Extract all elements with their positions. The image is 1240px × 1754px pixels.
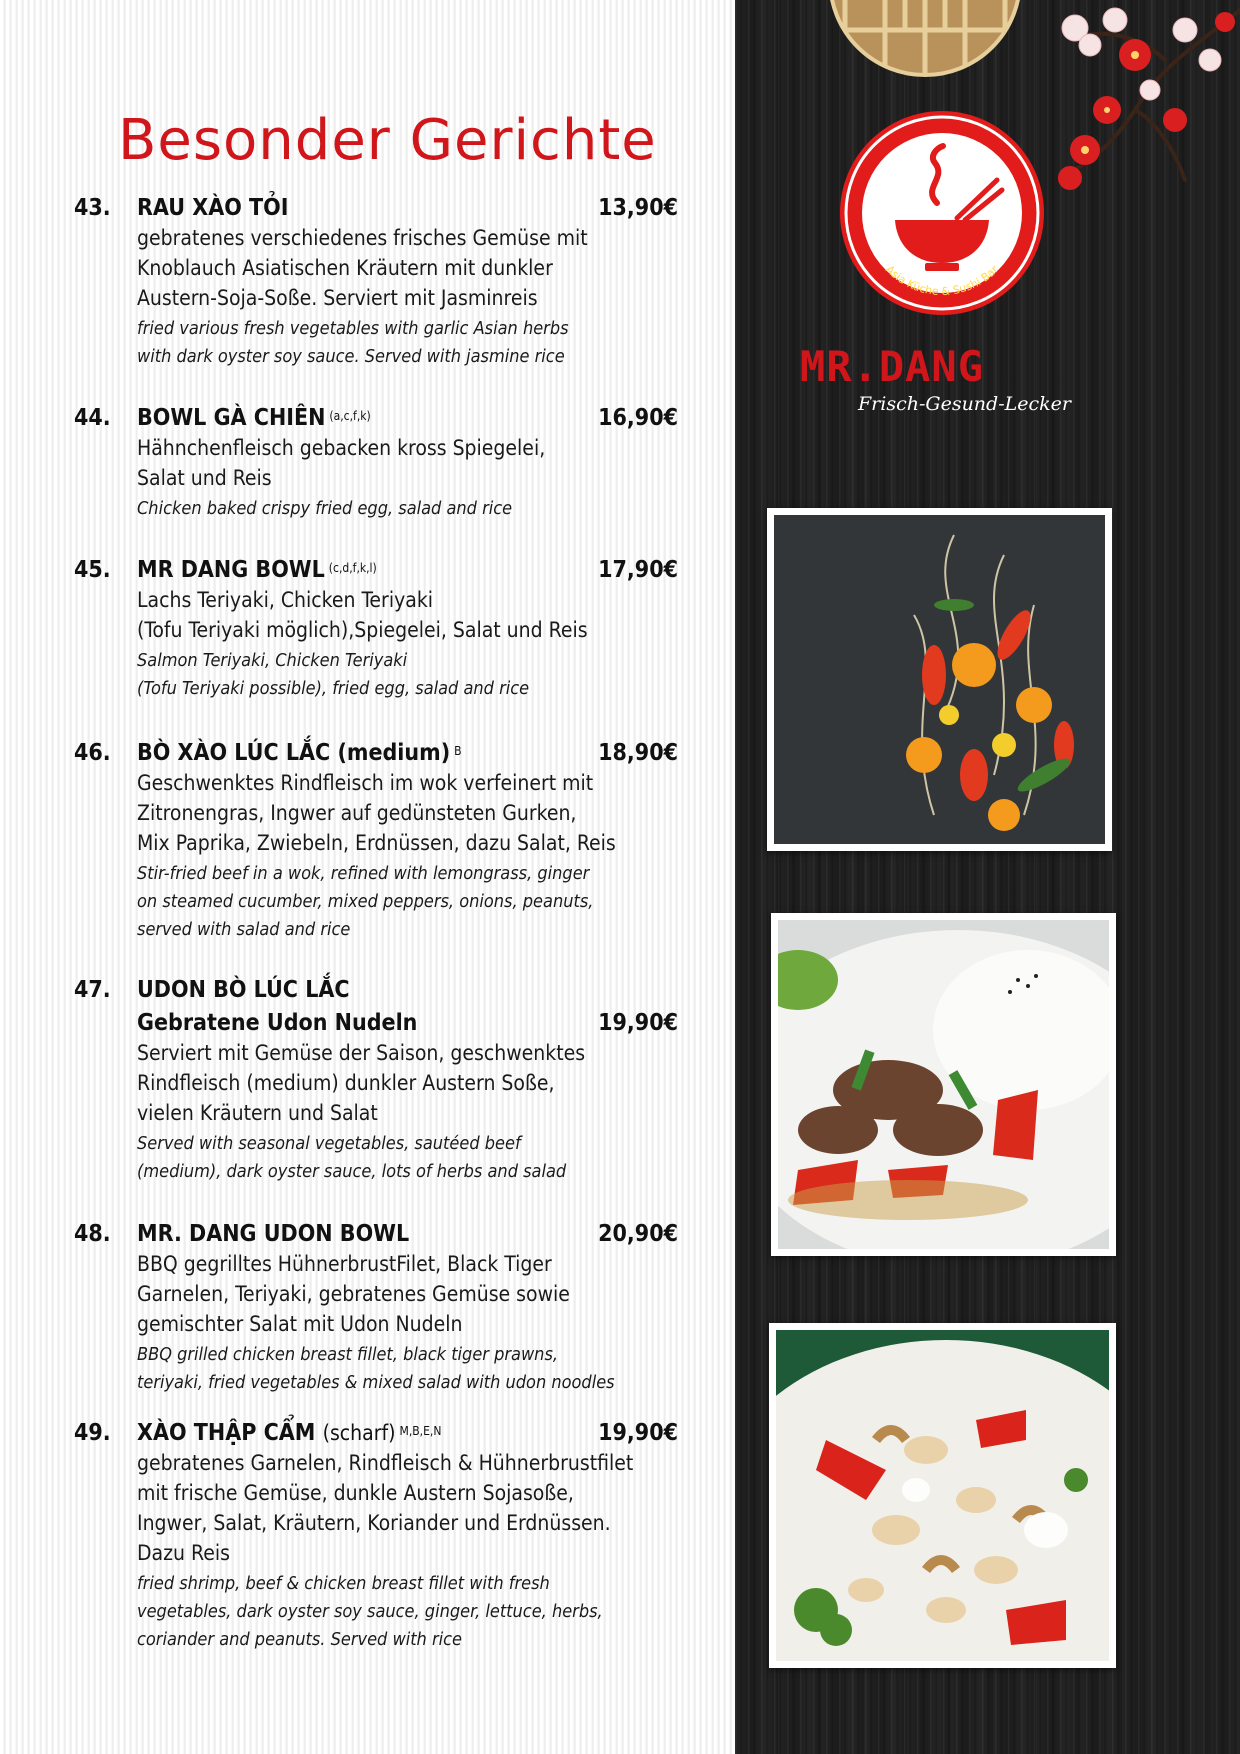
en-line: (Tofu Teriyaki possible), fried egg, salad and rice: [137, 678, 530, 699]
en-line: fried various fresh vegetables with garlic Asian herbs: [137, 318, 569, 339]
en-line: served with salad and rice: [137, 919, 351, 940]
item-name-text: BOWL GÀ CHIÊN: [137, 405, 326, 431]
brand-slogan: Frisch-Gesund-Lecker: [858, 393, 1071, 415]
en-line: fried shrimp, beef & chicken breast fillet with fresh: [137, 1573, 550, 1594]
en-line: (medium), dark oyster sauce, lots of herbs and salad: [137, 1161, 567, 1182]
en-line: vegetables, dark oyster soy sauce, ginger, lettuce, herbs,: [137, 1601, 603, 1622]
brand-panel: [735, 0, 1240, 1754]
restaurant-logo: [837, 108, 1047, 318]
item-description-en: [137, 1570, 697, 1654]
item-name-text: XÀO THẬP CẨM: [137, 1420, 316, 1446]
item-description: [137, 1448, 697, 1568]
item-price: 19,90€: [598, 1010, 678, 1036]
allergen-codes: B: [454, 744, 462, 758]
item-subname: Gebratene Udon Nudeln: [137, 1010, 418, 1036]
desc-line: Rindfleisch (medium) dunkler Austern Soße,: [137, 1071, 555, 1095]
desc-line: Hähnchenfleisch gebacken kross Spiegelei,: [137, 436, 546, 460]
item-description-en: [137, 1130, 697, 1186]
spice-note: (scharf): [322, 1421, 396, 1445]
en-line: BBQ grilled chicken breast fillet, black tiger prawns,: [137, 1344, 559, 1365]
item-name: [137, 1418, 441, 1448]
lattice-ornament: [825, 0, 1025, 80]
item-description-en: [137, 647, 697, 703]
desc-line: gemischter Salat mit Udon Nudeln: [137, 1312, 463, 1336]
item-name-text: UDON BÒ LÚC LẮC: [137, 977, 350, 1003]
item-description-en: [137, 860, 697, 944]
desc-line: Dazu Reis: [137, 1541, 230, 1565]
desc-line: gebratenes Garnelen, Rindfleisch & Hühnerbrustfilet: [137, 1451, 634, 1475]
item-description: [137, 585, 697, 645]
desc-line: Geschwenktes Rindfleisch im wok verfeinert mit: [137, 771, 594, 795]
en-line: on steamed cucumber, mixed peppers, onions, peanuts,: [137, 891, 594, 912]
item-name-text: RAU XÀO TỎI: [137, 195, 289, 221]
desc-line: vielen Kräutern und Salat: [137, 1101, 378, 1125]
en-line: Served with seasonal vegetables, sautéed beef: [137, 1133, 521, 1154]
item-name-text: MR DANG BOWL: [137, 557, 325, 583]
item-description: [137, 1038, 697, 1128]
allergen-codes: M,B,E,N: [399, 1424, 442, 1438]
item-number: 48.: [74, 1221, 111, 1247]
item-description: [137, 1249, 697, 1339]
desc-line: Zitronengras, Ingwer auf gedünsteten Gurken,: [137, 801, 577, 825]
desc-line: (Tofu Teriyaki möglich),Spiegelei, Salat und Reis: [137, 618, 588, 642]
item-price: 13,90€: [598, 195, 678, 221]
item-description-en: [137, 1341, 697, 1397]
brand-name: MR.DANG: [800, 342, 985, 391]
food-photo-cashew-chicken: [769, 1323, 1116, 1668]
allergen-codes: (a,c,f,k): [329, 409, 371, 423]
desc-line: Garnelen, Teriyaki, gebratenes Gemüse sowie: [137, 1282, 570, 1306]
item-price: 20,90€: [598, 1221, 678, 1247]
en-line: Salmon Teriyaki, Chicken Teriyaki: [137, 650, 408, 671]
en-line: teriyaki, fried vegetables & mixed salad with udon noodles: [137, 1372, 615, 1393]
item-name: [137, 738, 462, 768]
allergen-codes: (c,d,f,k,l): [328, 561, 377, 575]
cherry-blossom-decoration: [1035, 0, 1240, 220]
item-number: 45.: [74, 557, 111, 583]
item-number: 43.: [74, 195, 111, 221]
item-price: 17,90€: [598, 557, 678, 583]
item-name: [137, 555, 377, 585]
item-name: [137, 975, 350, 1005]
item-price: 16,90€: [598, 405, 678, 431]
item-name: [137, 193, 288, 223]
food-photo-beef-rice: [771, 913, 1116, 1256]
item-name-text: MR. DANG UDON BOWL: [137, 1221, 410, 1247]
logo-top-text: MR. DANG: [890, 135, 994, 169]
item-number: 44.: [74, 405, 111, 431]
item-description: [137, 223, 697, 313]
desc-line: Salat und Reis: [137, 466, 272, 490]
item-name: [137, 403, 371, 433]
logo-bottom-text: Asia Küche & Sushi Bar: [882, 262, 1002, 299]
item-number: 49.: [74, 1420, 111, 1446]
food-photo-vegetables: [767, 508, 1112, 851]
item-price: 18,90€: [598, 740, 678, 766]
en-line: coriander and peanuts. Served with rice: [137, 1629, 462, 1650]
item-number: 46.: [74, 740, 111, 766]
item-description-en: [137, 315, 697, 371]
desc-line: Serviert mit Gemüse der Saison, geschwenktes: [137, 1041, 586, 1065]
item-name-text: BÒ XÀO LÚC LẮC (medium): [137, 740, 451, 766]
item-description-en: [137, 495, 697, 523]
item-description: [137, 433, 697, 493]
desc-line: mit frische Gemüse, dunkle Austern Sojasoße,: [137, 1481, 574, 1505]
desc-line: gebratenes verschiedenes frisches Gemüse mit: [137, 226, 588, 250]
desc-line: BBQ gegrilltes HühnerbrustFilet, Black Tiger: [137, 1252, 552, 1276]
item-number: 47.: [74, 977, 111, 1003]
desc-line: Knoblauch Asiatischen Kräutern mit dunkler: [137, 256, 553, 280]
item-name: [137, 1219, 409, 1249]
page-title: Besonder Gerichte: [118, 108, 657, 173]
item-price: 19,90€: [598, 1420, 678, 1446]
desc-line: Austern-Soja-Soße. Serviert mit Jasminreis: [137, 286, 538, 310]
en-line: Stir-fried beef in a wok, refined with lemongrass, ginger: [137, 863, 590, 884]
en-line: Chicken baked crispy fried egg, salad and rice: [137, 498, 513, 519]
desc-line: Ingwer, Salat, Kräutern, Koriander und Erdnüssen.: [137, 1511, 611, 1535]
desc-line: Mix Paprika, Zwiebeln, Erdnüssen, dazu Salat, Reis: [137, 831, 616, 855]
en-line: with dark oyster soy sauce. Served with jasmine rice: [137, 346, 565, 367]
item-description: [137, 768, 697, 858]
desc-line: Lachs Teriyaki, Chicken Teriyaki: [137, 588, 434, 612]
